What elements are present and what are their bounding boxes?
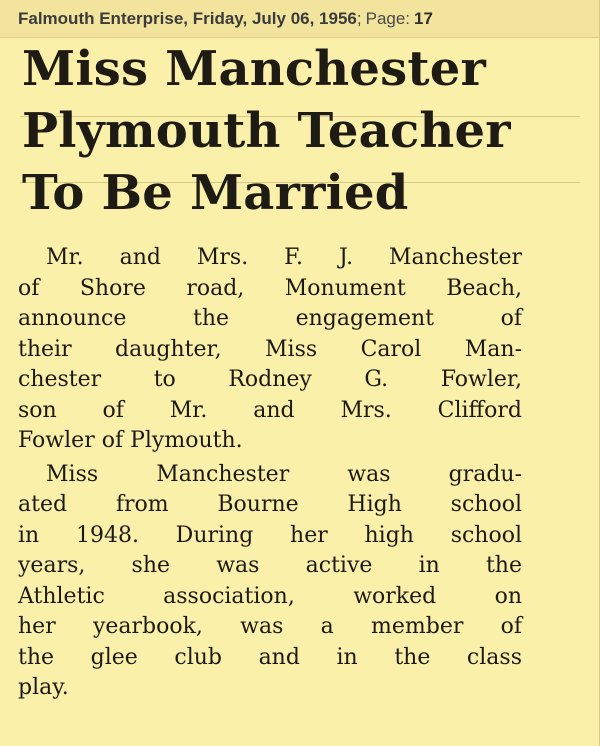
- citation-separator: ;: [356, 8, 362, 28]
- article-paragraph: [18, 460, 522, 704]
- headline-line: To Be Married: [22, 165, 409, 221]
- article-line: Fowler of Plymouth.: [18, 428, 243, 453]
- article-line: the glee club and in the class: [18, 644, 522, 670]
- headline-line: Plymouth Teacher: [22, 103, 511, 159]
- article-line: of Shore road, Monument Beach,: [18, 275, 522, 301]
- source-citation: [0, 0, 600, 38]
- article-line: son of Mr. and Mrs. Clifford: [18, 397, 522, 423]
- article-line: announce the engagement of: [18, 306, 522, 331]
- article-line: ated from Bourne High school: [18, 492, 522, 517]
- article-line: years, she was active in the: [18, 553, 522, 578]
- headline: [22, 38, 582, 224]
- publication-date: Falmouth Enterprise, Friday, July 06, 1956: [18, 8, 357, 28]
- article-line: her yearbook, was a member of: [18, 614, 522, 639]
- article-line: their daughter, Miss Carol Man-: [18, 336, 522, 362]
- headline-line: Miss Manchester: [22, 41, 486, 97]
- article-body: [18, 243, 522, 704]
- page-number: 17: [414, 8, 433, 28]
- page-label: Page:: [365, 8, 411, 28]
- article-paragraph: [18, 243, 522, 457]
- article-line: chester to Rodney G. Fowler,: [18, 367, 522, 392]
- article-line: Mr. and Mrs. F. J. Manchester: [46, 245, 522, 270]
- article-line: Athletic association, worked on: [18, 583, 522, 609]
- article-line: Miss Manchester was gradu-: [46, 461, 522, 487]
- article-line: play.: [18, 675, 69, 700]
- article-line: in 1948. During her high school: [18, 522, 522, 548]
